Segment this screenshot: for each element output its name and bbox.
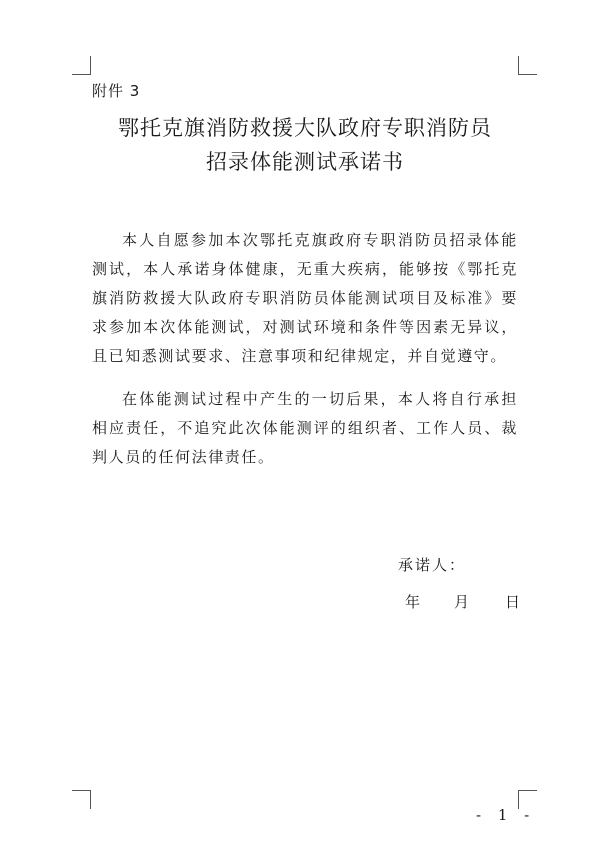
crop-mark-top-right: [518, 56, 537, 75]
date-day-label: 日: [505, 593, 521, 611]
commitment-paragraph-2: 在体能测试过程中产生的一切后果，本人将自行承担相应责任，不追究此次体能测评的组织者、工作人员、裁判人员的任何法律责任。: [92, 390, 518, 466]
page-number: - 1 -: [476, 806, 536, 824]
document-title-line-2: 招录体能测试承诺书: [206, 150, 404, 174]
document-title-line-1: 鄂托克旗消防救援大队政府专职消防员: [118, 116, 492, 140]
commitment-paragraph-1: 本人自愿参加本次鄂托克旗政府专职消防员招录体能测试，本人承诺身体健康，无重大疾病，能够按《鄂托克旗消防救援大队政府专职消防员体能测试项目及标准》要求参加本次体能测试，对测试环境和条件等因素无异议，且已知悉测试要求、注意事项和纪律规定，并自觉遵守。: [92, 231, 518, 365]
date-month-label: 月: [454, 593, 470, 611]
signature-label: 承诺人：: [398, 556, 467, 574]
crop-mark-bottom-left: [72, 790, 91, 809]
date-year-label: 年: [405, 593, 421, 611]
crop-mark-top-left: [72, 56, 91, 75]
attachment-label: 附件 3: [92, 82, 141, 100]
